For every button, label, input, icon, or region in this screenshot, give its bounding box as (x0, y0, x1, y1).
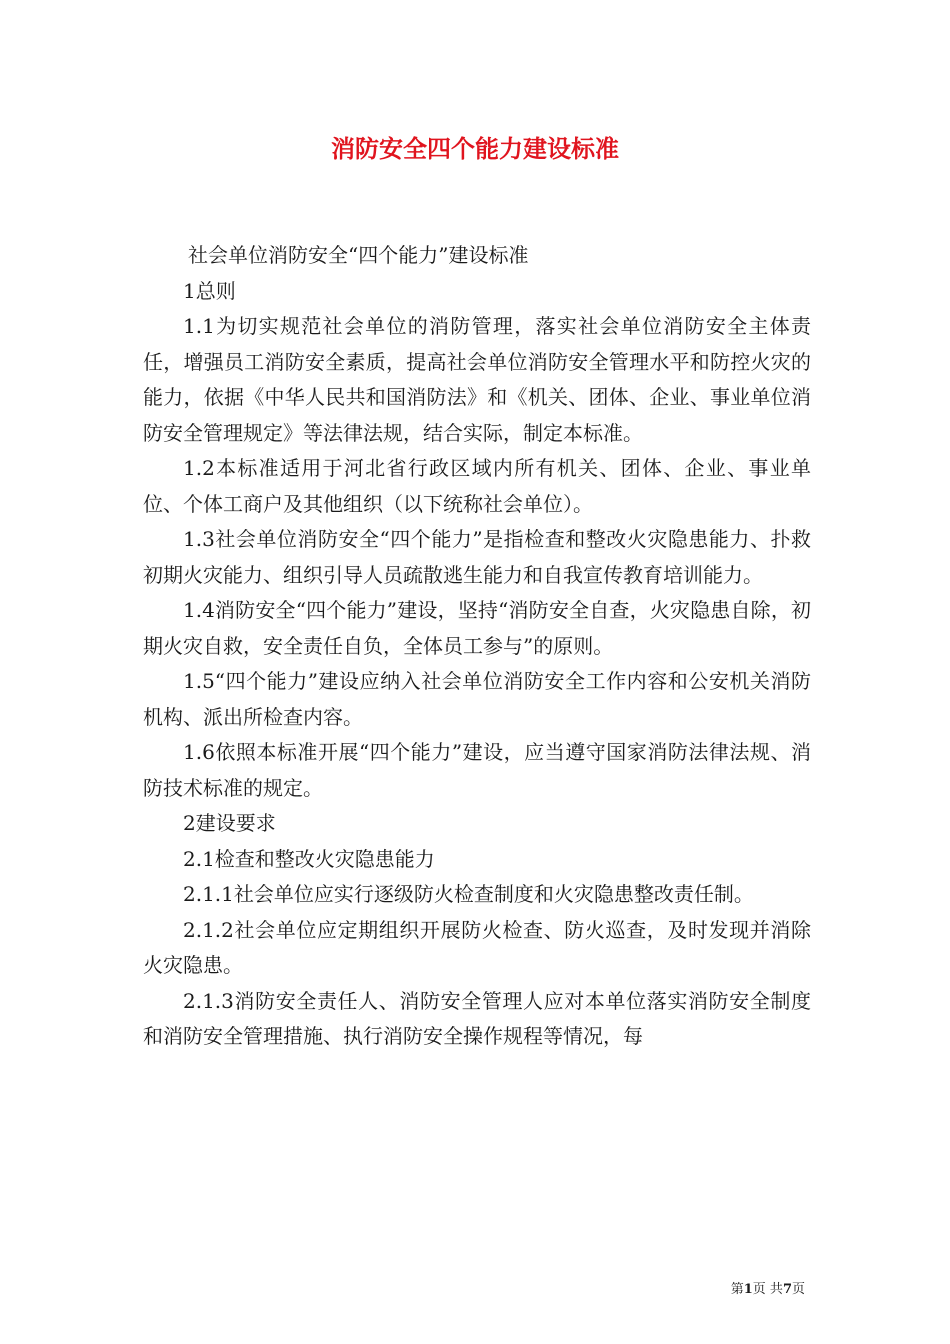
paragraph-2-1-3: 2.1.3消防安全责任人、消防安全管理人应对本单位落实消防安全制度和消防安全管理措施、执行消防安全操作规程等情况，每 (143, 988, 811, 1048)
document-subtitle: 社会单位消防安全“四个能力”建设标准 (188, 243, 529, 267)
document-title: 消防安全四个能力建设标准 (331, 135, 619, 163)
document-body (143, 238, 811, 1055)
paragraph-1-1: 1.1为切实规范社会单位的消防管理，落实社会单位消防安全主体责任，增强员工消防安全素质，提高社会单位消防安全管理水平和防控火灾的能力，依据《中华人民共和国消防法》和《机关、团体、企业、事业单位消防安全管理规定》等法律法规，结合实际，制定本标准。 (143, 314, 811, 445)
subsection-heading-2-1: 2.1检查和整改火灾隐患能力 (183, 846, 435, 871)
paragraph-1-6: 1.6依照本标准开展“四个能力”建设，应当遵守国家消防法律法规、消防技术标准的规定。 (143, 740, 811, 800)
current-page-number: 1 (743, 1282, 753, 1297)
paragraph-2-1-1: 2.1.1社会单位应实行逐级防火检查制度和火灾隐患整改责任制。 (183, 882, 754, 906)
paragraph-1-3: 1.3社会单位消防安全“四个能力”是指检查和整改火灾隐患能力、扑救初期火灾能力、组织引导人员疏散逃生能力和自我宣传教育培训能力。 (143, 527, 811, 587)
footer-prefix: 第 (730, 1282, 744, 1297)
section-heading-1: 1总则 (183, 278, 236, 303)
footer-middle: 页 共 (752, 1282, 783, 1297)
paragraph-1-2: 1.2本标准适用于河北省行政区域内所有机关、团体、企业、事业单位、个体工商户及其他组织（以下统称社会单位）。 (143, 456, 811, 516)
paragraph-2-1-2: 2.1.2社会单位应定期组织开展防火检查、防火巡查，及时发现并消除火灾隐患。 (143, 917, 811, 977)
paragraph-1-4: 1.4消防安全“四个能力”建设，坚持“消防安全自查，火灾隐患自除，初期火灾自救，安全责任自负，全体员工参与”的原则。 (143, 598, 811, 658)
total-pages-number: 7 (782, 1282, 792, 1297)
footer-suffix: 页 (791, 1282, 805, 1297)
paragraph-1-5: 1.5“四个能力”建设应纳入社会单位消防安全工作内容和公安机关消防机构、派出所检查内容。 (143, 669, 811, 729)
section-heading-2: 2建设要求 (183, 811, 276, 835)
page-footer (731, 1281, 805, 1299)
